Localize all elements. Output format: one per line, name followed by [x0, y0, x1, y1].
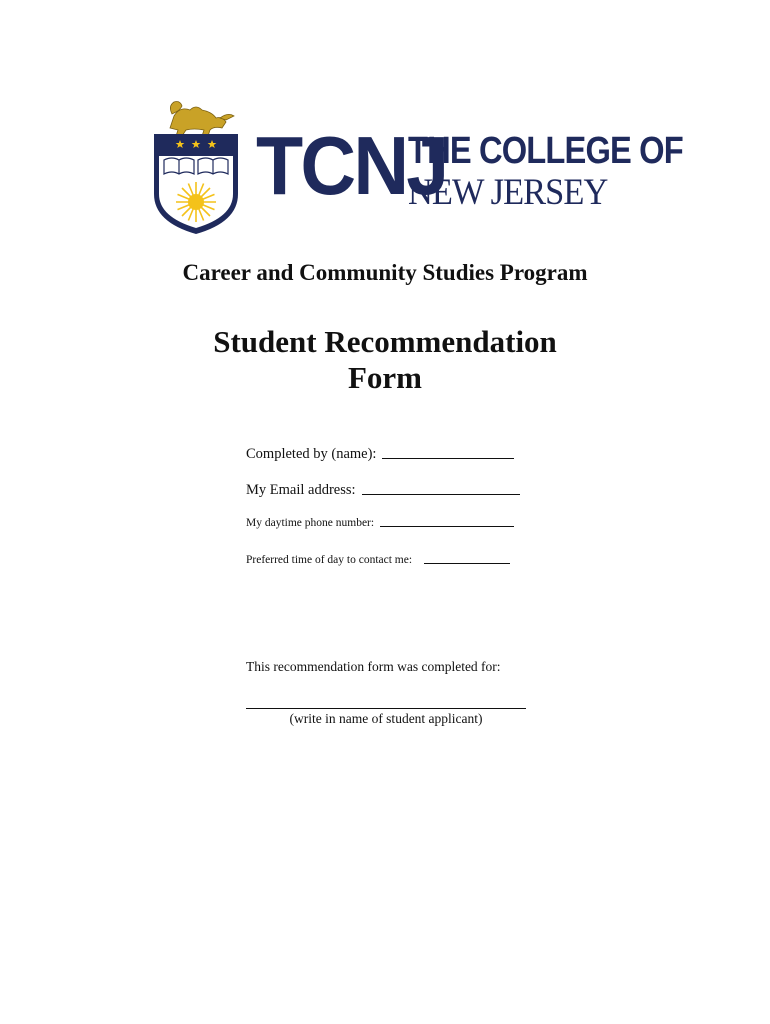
form-title-line1: Student Recommendation — [213, 324, 557, 359]
crest-icon — [150, 98, 242, 236]
completed-by-field — [246, 445, 514, 463]
email-field — [246, 481, 520, 499]
program-title: Career and Community Studies Program — [182, 260, 588, 285]
email-label: My Email address: — [246, 482, 356, 498]
student-name-caption: (write in name of student applicant) — [289, 711, 483, 726]
lion-icon — [170, 102, 234, 137]
completed-for-text: This recommendation form was completed for: — [246, 659, 501, 674]
phone-label: My daytime phone number: — [246, 517, 375, 529]
form-title-line2: Form — [347, 360, 423, 395]
completed-by-input[interactable] — [382, 457, 514, 459]
wordmark-line2: NEW JERSEY — [408, 172, 608, 213]
form-title — [0, 324, 770, 396]
tcnj-logo — [150, 98, 683, 236]
phone-input[interactable] — [380, 525, 514, 527]
contact-time-label: Preferred time of day to contact me: — [246, 554, 413, 566]
wordmark-line1: THE COLLEGE OF — [408, 130, 683, 172]
contact-time-field — [246, 553, 510, 568]
student-name-input[interactable] — [246, 708, 526, 709]
contact-time-input[interactable] — [424, 562, 510, 564]
email-input[interactable] — [362, 493, 520, 495]
sun-icon — [176, 182, 216, 222]
wordmark-tcnj: TCNJ — [256, 119, 447, 212]
completed-by-label: Completed by (name): — [246, 446, 377, 462]
phone-field — [246, 516, 514, 531]
